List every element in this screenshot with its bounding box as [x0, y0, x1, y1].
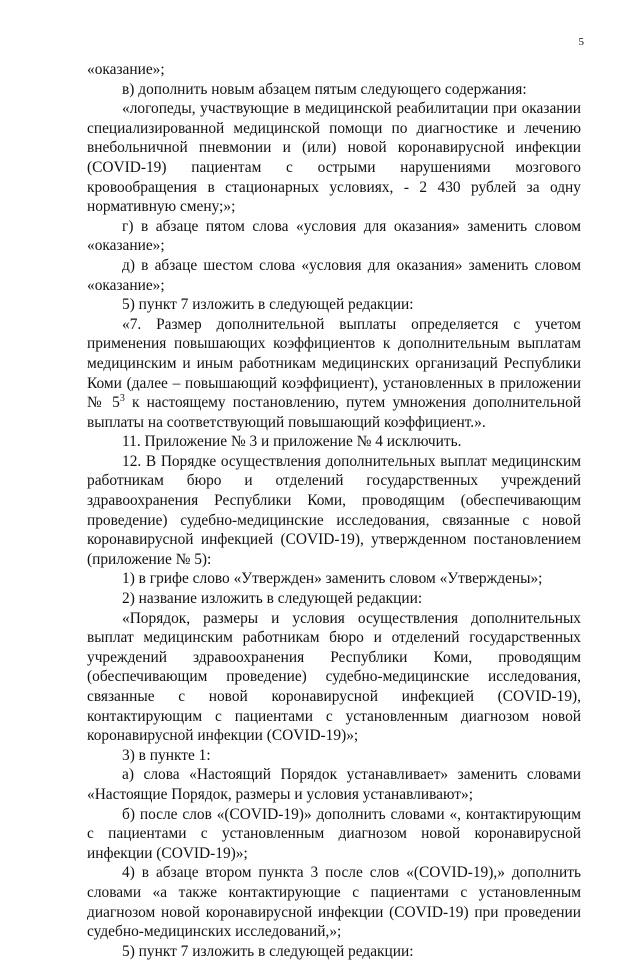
- paragraph-16: 4) в абзаце втором пункта 3 после слов «(COVID-19),» дополнить словами «а также контактирующие с пациентами с установленным диагнозом новой коронавирусной инфекции (COVID-19) при проведении судебно-медицинских исследований,»;: [87, 864, 581, 941]
- paragraph-8: 11. Приложение № 3 и приложение № 4 исключить.: [122, 433, 462, 451]
- paragraph-12: «Порядок, размеры и условия осуществления дополнительных выплат медицинским работникам бюро и отделений государственных учреждений здравоохранения Республики Коми, проводящим (обеспечивающим проведение) судебно-медицинские исследования, связанные с новой коронавирусной инфекцией (COVID-19), контактирующим с пациентами с установленным диагнозом новой коронавирусной инфекции (COVID-19)»;: [87, 609, 581, 745]
- paragraph-13: 3) в пункте 1:: [122, 746, 211, 764]
- paragraph-3: «логопеды, участвующие в медицинской реабилитации при оказании специализированной медицинской помощи по диагностике и лечению внебольничной пневмонии и (или) новой коронавирусной инфекции (COVID-19) пациентам с острыми нарушениями мозгового кровообращения в стационарных условиях, - 2 430 рублей за одну нормативную смену;»;: [87, 100, 581, 216]
- page-number: 5: [578, 36, 584, 48]
- paragraph-6: 5) пункт 7 изложить в следующей редакции:: [122, 296, 414, 314]
- paragraph-7-superscript: 3: [119, 392, 125, 404]
- paragraph-4: г) в абзаце пятом слова «условия для оказания» заменить словом «оказание»;: [87, 217, 581, 255]
- paragraph-7-text-after: к настоящему постановлению, путем умножения дополнительной выплаты на соответствующий повышающий коэффициент.».: [87, 394, 581, 431]
- paragraph-10: 1) в грифе слово «Утвержден» заменить словом «Утверждены»;: [122, 570, 543, 588]
- paragraph-5: д) в абзаце шестом слова «условия для оказания» заменить словом «оказание»;: [87, 256, 581, 294]
- paragraph-7-text-before: «7. Размер дополнительной выплаты определяется с учетом применения повышающих коэффициентов к дополнительным выплатам медицинским и иным работникам медицинских организаций Республики Коми (далее – повышающий коэффициент), установленных в приложении № 5: [87, 315, 581, 412]
- paragraph-2: в) дополнить новым абзацем пятым следующего содержания:: [122, 80, 527, 98]
- paragraph-11: 2) название изложить в следующей редакции:: [122, 590, 423, 608]
- paragraph-14: а) слова «Настоящий Порядок устанавливает» заменить словами «Настоящие Порядок, размеры и условия устанавливают»;: [87, 766, 581, 803]
- paragraph-15: б) после слов «(COVID-19)» дополнить словами «, контактирующим с пациентами с установленным диагнозом новой коронавирусной инфекции (COVID-19)»;: [87, 805, 581, 862]
- document-body: [87, 60, 581, 961]
- paragraph-17: 5) пункт 7 изложить в следующей редакции:: [122, 942, 414, 960]
- paragraph-9: 12. В Порядке осуществления дополнительных выплат медицинским работникам бюро и отделений государственных учреждений здравоохранения Республики Коми, проводящим (обеспечивающим проведение) судебно-медицинские исследования, связанные с новой коронавирусной инфекцией (COVID-19), утвержденном постановлением (приложение № 5):: [87, 452, 581, 568]
- paragraph-7: [87, 315, 581, 433]
- paragraph-1: «оказание»;: [87, 61, 165, 78]
